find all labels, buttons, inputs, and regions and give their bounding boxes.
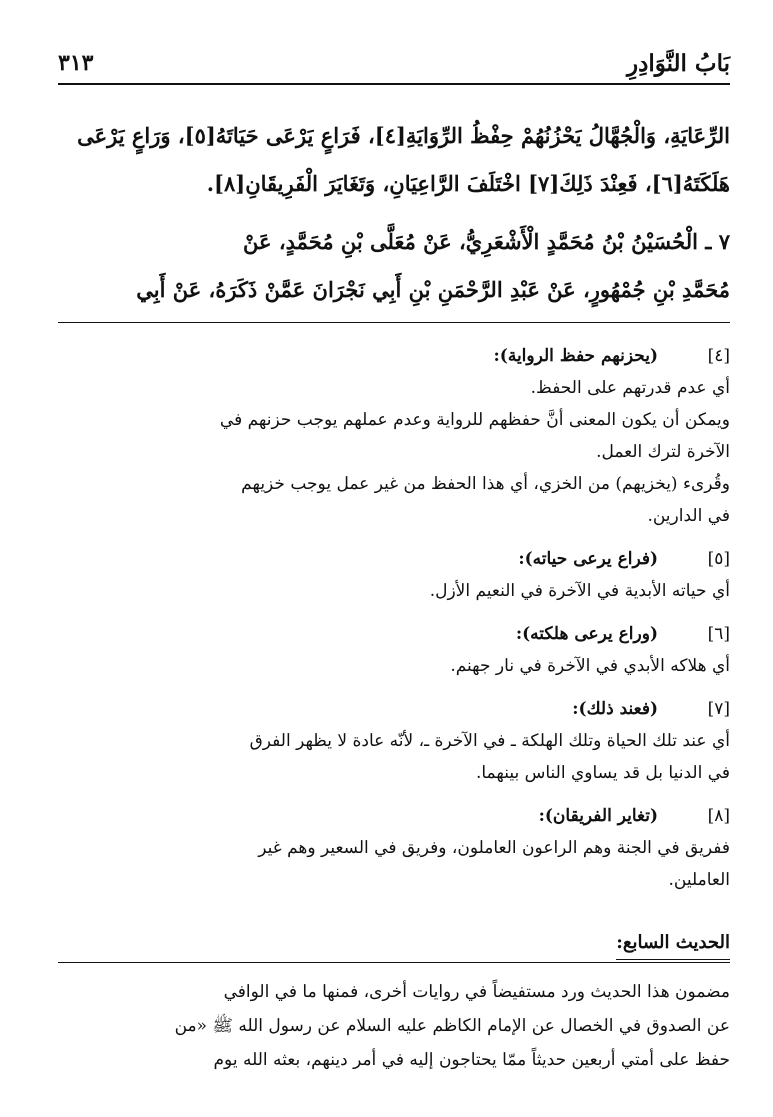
hadith-line: ٧ ـ الْحُسَيْنُ بْنُ مُحَمَّدٍ الْأَشْعَرِيُّ، عَنْ مُعَلَّى بْنِ مُحَمَّدٍ، عَنْ (243, 229, 730, 254)
footnote-number: [٥] (707, 549, 730, 569)
footnote-6 (58, 618, 730, 682)
page-header (58, 44, 730, 84)
section-heading: الحديث السابع: (616, 929, 730, 960)
header-divider (58, 83, 730, 85)
hadith-text (58, 112, 730, 314)
section-line: عن الصدوق في الخصال عن الإمام الكاظم عليه السلام عن رسول الله ﷺ «من (174, 1016, 730, 1036)
footnote-line: أي هلاكه الأبدي في الآخرة في نار جهنم. (450, 656, 730, 676)
footnote-divider (58, 322, 730, 323)
footnote-8 (58, 800, 730, 896)
footnote-line: أي عدم قدرتهم على الحفظ. (530, 378, 730, 398)
footnotes (58, 340, 730, 907)
hadith-line: الرِّعَايَةِ، وَالْجُهَّالُ يَحْزُنُهُمْ حِفْظُ الرِّوَايَةِ[٤]، فَرَاعٍ يَرْعَى حَيَاتَهُ[٥]، وَرَاعٍ يَرْعَى (77, 123, 730, 148)
footnote-4 (58, 340, 730, 532)
footnote-title: (فراع يرعى حياته): (518, 549, 658, 569)
footnote-number: [٧] (707, 699, 730, 719)
footnote-number: [٤] (707, 346, 730, 366)
footnote-line: في الدنيا بل قد يساوي الناس بينهما. (475, 763, 730, 783)
page-number: ٣١٣ (58, 50, 94, 76)
hadith-line: هَلَكَتَهُ[٦]، فَعِنْدَ ذَلِكَ[٧] اخْتَلَفَ الرَّاعِيَانِ، وَتَغَايَرَ الْفَرِيقَانِ[٨]. (206, 171, 730, 196)
hadith-line: مُحَمَّدِ بْنِ جُمْهُورٍ، عَنْ عَبْدِ الرَّحْمَنِ بْنِ أَبِي نَجْرَانَ عَمَّنْ ذَكَرَهُ، عَنْ أَبِي (136, 277, 730, 302)
footnote-line: في الدارين. (647, 506, 730, 526)
footnote-line: أي عند تلك الحياة وتلك الهلكة ـ في الآخرة ـ، لأنّه عادة لا يظهر الفرق (249, 731, 730, 751)
footnote-5 (58, 543, 730, 607)
footnote-7 (58, 693, 730, 789)
section-line: مضمون هذا الحديث ورد مستفيضاً في روايات أخرى، فمنها ما في الوافي (223, 982, 730, 1002)
footnote-line: الآخرة لترك العمل. (596, 442, 730, 462)
footnote-title: (وراع يرعى هلكته): (515, 624, 658, 644)
footnote-number: [٦] (707, 624, 730, 644)
footnote-title: (يحزنهم حفظ الرواية): (493, 346, 658, 366)
footnote-line: ويمكن أن يكون المعنى أنَّ حفظهم للرواية وعدم عملهم يوجب حزنهم في (219, 410, 730, 430)
footnote-line: ففريق في الجنة وهم الراعون العاملون، وفريق في السعير وهم غير (258, 838, 730, 858)
chapter-title: بَابُ النَّوَادِرِ (626, 50, 730, 77)
footnote-title: (فعند ذلك): (572, 699, 658, 719)
section-body (58, 975, 730, 1077)
footnote-line: العاملين. (668, 870, 730, 890)
section-line: حفظ على أمتي أربعين حديثاً ممّا يحتاجون إليه في أمر دينهم، بعثه الله يوم (213, 1050, 730, 1070)
footnote-number: [٨] (707, 806, 730, 826)
footnote-line: أي حياته الأبدية في الآخرة في النعيم الأزل. (429, 581, 730, 601)
footnote-line: وقُرىء (يخزيهم) من الخزي، أي هذا الحفظ من غير عمل يوجب خزيهم (241, 474, 730, 494)
footnote-title: (تغاير الفريقان): (538, 806, 658, 826)
section-divider (58, 962, 730, 963)
